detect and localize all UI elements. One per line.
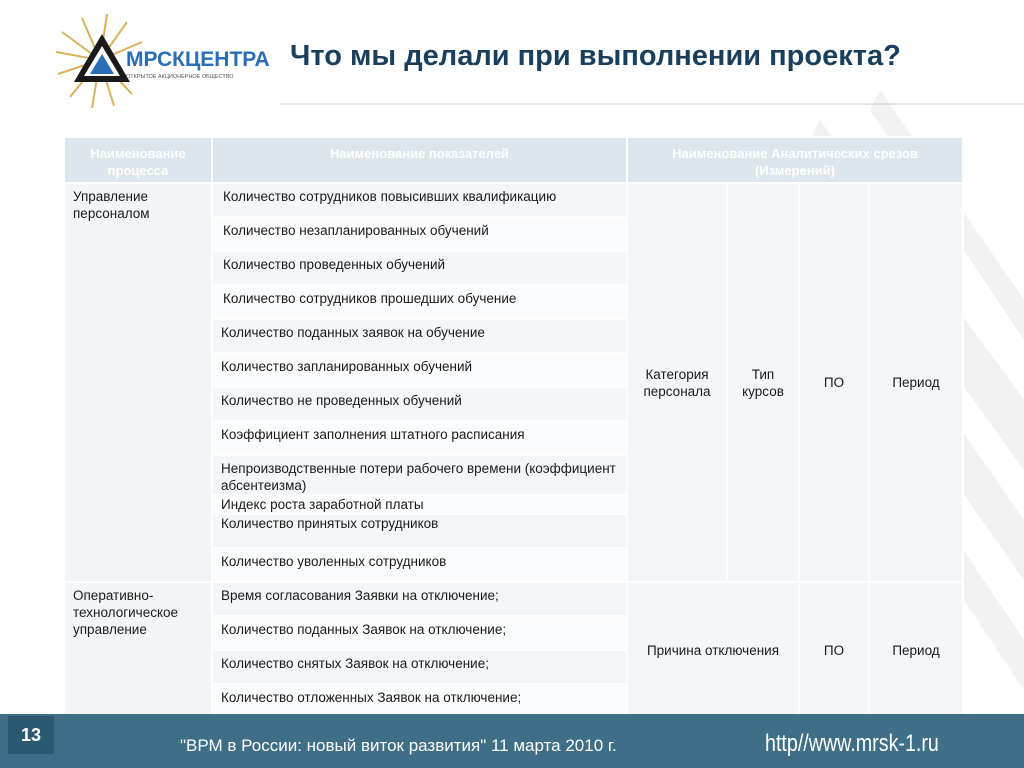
indicator-cell: Количество снятых Заявок на отключение; [212,650,627,684]
table-row [64,183,963,217]
indicator-cell: Количество уволенных сотрудников [212,548,627,582]
header-process: Наименование процесса [64,137,212,183]
indicator-cell: Индекс роста заработной платы [212,495,627,514]
footer-url[interactable]: http//www.mrsk-1.ru [765,730,939,757]
indicator-cell: Непроизводственные потери рабочего времени (коэффициент абсентеизма) [212,455,627,495]
indicator-cell: Коэффициент заполнения штатного расписания [212,421,627,455]
indicator-cell: Количество не проведенных обучений [212,387,627,421]
dimension-cell: Период [869,183,963,582]
indicator-cell: Количество сотрудников повысивших квалификацию [212,183,627,217]
indicator-cell: Количество поданных Заявок на отключение; [212,616,627,650]
indicator-cell: Количество запланированных обучений [212,353,627,387]
dimension-cell: Период [869,582,963,718]
dimension-cell: ПО [799,183,869,582]
dimension-cell: Тип курсов [727,183,799,582]
indicator-cell: Количество принятых сотрудников [212,514,627,548]
process-cell: Управление персоналом [64,183,212,582]
footer-event-text: "ВРМ в России: новый виток развития" 11 марта 2010 г. [180,736,617,755]
slide-title: Что мы делали при выполнении проекта? [290,40,901,72]
indicator-cell: Количество поданных заявок на обучение [212,319,627,353]
indicator-cell: Количество незапланированных обучений [212,217,627,251]
indicator-cell: Время согласования Заявки на отключение; [212,582,627,616]
process-cell: Оперативно-технологическое управление [64,582,212,718]
page-number: 13 [8,716,54,754]
svg-text:МРСКЦЕНТРА: МРСКЦЕНТРА [126,48,270,71]
indicators-table [63,136,962,719]
dimension-cell: Причина отключения [627,582,799,718]
indicator-cell: Количество проведенных обучений [212,251,627,285]
svg-text:ОТКРЫТОЕ АКЦИОНЕРНОЕ ОБЩЕСТВО: ОТКРЫТОЕ АКЦИОНЕРНОЕ ОБЩЕСТВО [126,74,234,80]
table-row [64,582,963,616]
header-dimensions: Наименование Аналитических срезов (Измерений) [627,137,963,183]
header-indicators: Наименование показателей [212,137,627,183]
indicator-cell: Количество отложенных Заявок на отключение; [212,684,627,718]
company-logo [52,12,277,110]
dimension-cell: Категория персонала [627,183,727,582]
dimension-cell: ПО [799,582,869,718]
indicator-cell: Количество сотрудников прошедших обучение [212,285,627,319]
table-header-row [64,137,963,183]
